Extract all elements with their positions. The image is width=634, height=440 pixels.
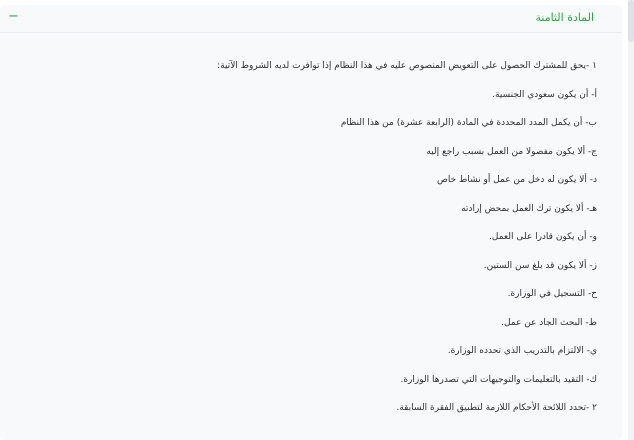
article-clause: ي- الالتزام بالتدريب الذي تحدده الوزارة. <box>447 346 597 356</box>
article-clause: ١ -يحق للمشترك الحصول على التعويض المنصوص عليه في هذا النظام إذا توافرت لديه الشروط الآتية: <box>217 61 597 71</box>
collapse-icon[interactable]: − <box>8 9 19 24</box>
article-clause: ط- البحث الجاد عن عمل. <box>501 318 597 328</box>
scrollbar[interactable] <box>628 0 634 440</box>
article-clause: ٢ -تحدد اللائحة الأحكام اللازمة لتطبيق الفقرة السابقة. <box>396 403 597 413</box>
article-clause: و- أن يكون قادرا على العمل. <box>489 232 597 242</box>
article-clause: ك- التقيد بالتعليمات والتوجيهات التي تصدرها الوزارة. <box>400 375 597 385</box>
article-clause: ز- ألا يكون قد بلغ سن الستين. <box>483 261 597 271</box>
article-clause: ب- أن يكمل المدد المحددة في المادة (الرابعة عشرة) من هذا النظام <box>340 118 597 128</box>
article-clause: ح- التسجيل في الوزارة. <box>507 289 597 299</box>
article-clause: ج- ألا يكون مفصولا من العمل بسبب راجع إليه <box>426 147 597 157</box>
article-accordion <box>0 5 622 440</box>
scrollbar-thumb[interactable] <box>628 0 634 42</box>
article-clause: د- ألا يكون له دخل من عمل أو نشاط خاص <box>436 175 597 185</box>
article-title: المادة الثامنة <box>535 11 594 24</box>
article-clause: أ- أن يكون سعودي الجنسية. <box>492 90 597 100</box>
accordion-header[interactable] <box>0 5 622 33</box>
article-clause: هـ- ألا يكون ترك العمل بمحض إرادته <box>461 204 597 214</box>
